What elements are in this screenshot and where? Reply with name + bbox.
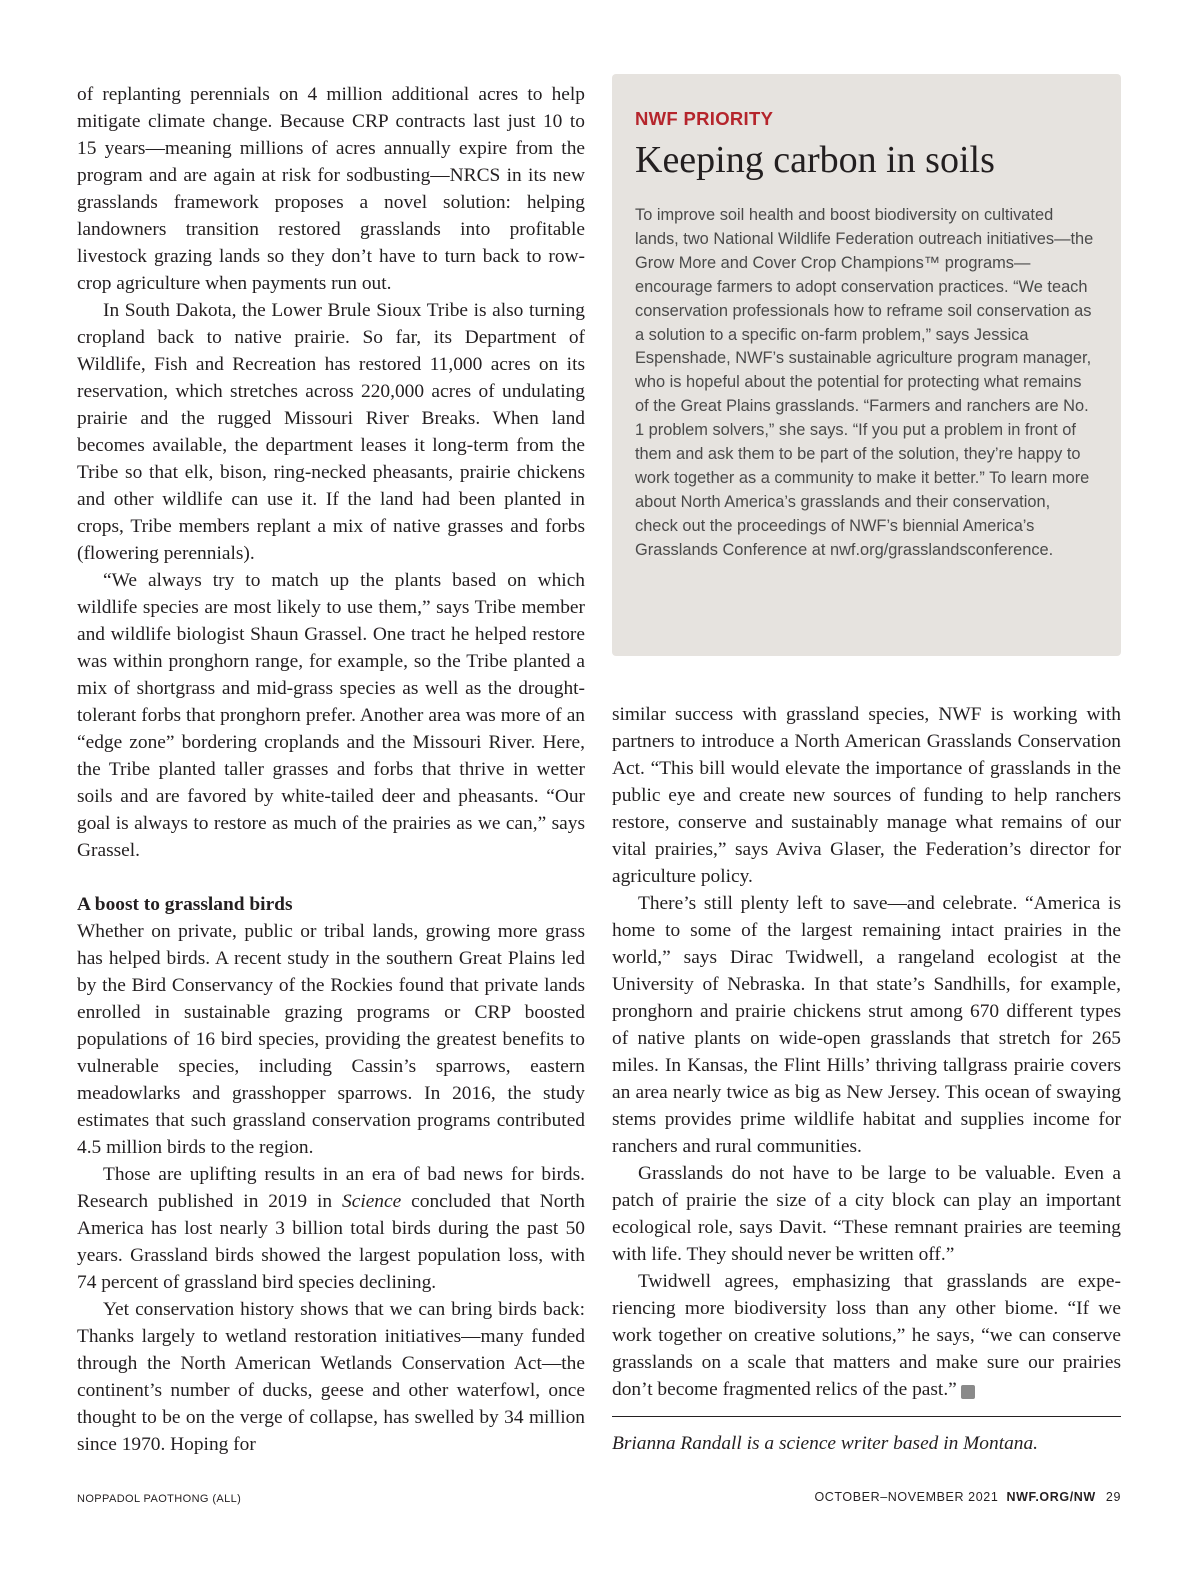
- body-paragraph: similar success with grassland species, NWF is working with partners to introduce a North American Grasslands Conservation Act. “This bill would elevate the importance of grasslands in the public eye and create new sources of funding to help ranchers restore, conserve and sustainably manage what remains of our vital prairies,” says Aviva Glaser, the Federation’s director for agriculture policy.: [612, 704, 1121, 887]
- article-right-column: [612, 701, 1121, 1403]
- end-mark-icon: W: [961, 1385, 975, 1399]
- body-paragraph: Whether on private, public or tribal lands, growing more grass has helped birds. A recent study in the southern Great Plains led by the Bird Conservancy of the Rockies found that private lands enrolled in sustainable grazing programs or CRP boosted populations of 16 bird species, providing the greatest benefits to vulnerable species, including Cassin’s sparrows, eastern meadowlarks and grasshopper sparrows. In 2016, the study estimates that such grassland conservation programs contributed 4.5 million birds to the region.: [77, 921, 585, 1158]
- article-left-column: [77, 81, 585, 1458]
- page-footer: [814, 1490, 1121, 1504]
- author-byline: Brianna Randall is a science writer based in Montana.: [612, 1433, 1039, 1454]
- issue-date: OCTOBER–NOVEMBER 2021: [814, 1490, 999, 1504]
- website-link[interactable]: NWF.ORG/NW: [1006, 1490, 1096, 1504]
- journal-name: Science: [342, 1191, 402, 1212]
- section-subhead: A boost to grassland birds: [77, 894, 293, 915]
- body-paragraph: Yet conservation history shows that we can bring birds back: Thanks largely to wetland restoration initiatives—many funded through the North American Wetlands Conservation Act—the continent’s number of ducks, geese and other waterfowl, once thought to be on the verge of collapse, has swelled by 34 million since 1970. Hoping for: [77, 1299, 585, 1455]
- body-paragraph: Those are uplifting results in an era of bad news for birds. Research published in 2019 in Science concluded that North America has lost nearly 3 billion total birds during the past 50 years. Grassland birds showed the largest population loss, with 74 percent of grassland bird species declining.: [77, 1164, 585, 1293]
- page-number: 29: [1105, 1490, 1121, 1504]
- photo-credit: NOPPADOL PAOTHONG (ALL): [77, 1493, 242, 1505]
- sidebar-body: To improve soil health and boost biodiversity on cultivated lands, two National Wildlife Federation outreach initiatives—the Grow More and Cover Crop Champions™ programs—encourage farmers to adopt conservation practices. “We teach conservation professionals how to reframe soil conservation as a solution to a specific on-farm problem,” says Jessica Espenshade, NWF’s sustainable agriculture program manager, who is hopeful about the potential for protecting what remains of the Great Plains grasslands. “Farmers and ranchers are No. 1 problem solvers,” she says. “If you put a problem in front of them and ask them to be part of the solution, they’re happy to work together as a community to make it better.” To learn more about North America’s grasslands and their conservation, check out the proceedings of NWF’s biennial America’s Grasslands Conference at nwf.org/grasslandsconference.: [635, 206, 1094, 559]
- sidebar-kicker: NWF PRIORITY: [635, 108, 774, 129]
- sidebar-title: Keeping carbon in soils: [635, 139, 995, 181]
- body-paragraph: Grasslands do not have to be large to be valuable. Even a patch of prairie the size of a city block can play an important ecological role, says Davit. “These remnant prairies are teeming with life. They should never be written off.”: [612, 1163, 1121, 1265]
- body-paragraph: In South Dakota, the Lower Brule Sioux Tribe is also turning cropland back to native prairie. So far, its Department of Wildlife, Fish and Recreation has restored 11,000 acres on its reservation, which stretches across 220,000 acres of undulating prairie and the rugged Missouri River Breaks. When land becomes available, the department leases it long-term from the Tribe so that elk, bison, ring-necked pheasants, prairie chickens and other wildlife can use it. If the land had been planted in crops, Tribe members replant a mix of native grasses and forbs (flowering perennials).: [77, 300, 585, 564]
- body-paragraph: Twidwell agrees, emphasizing that grasslands are experiencing more biodiversity loss than any other biome. “If we work together on creative solutions,” he says, “we can conserve grasslands on a scale that matters and make sure our prairies don’t become fragmented relics of the past.” W: [612, 1271, 1121, 1400]
- byline-divider: [612, 1416, 1121, 1417]
- body-paragraph: of replanting perennials on 4 million additional acres to help mitigate climate change. Because CRP contracts last just 10 to 15 years—meaning millions of acres annually expire from the program and are again at risk for sodbusting—NRCS in its new grasslands framework proposes a novel solution: helping landowners transition restored grasslands into profitable livestock grazing lands so they don’t have to turn back to row-crop agriculture when payments run out.: [77, 84, 585, 294]
- body-paragraph: There’s still plenty left to save—and celebrate. “America is home to some of the largest remaining intact prairies in the world,” says Dirac Twidwell, a rangeland ecologist at the University of Nebraska. In that state’s Sandhills, for example, pronghorn and prairie chickens strut among 670 different types of native plants on wide-open grasslands that stretch for 265 miles. In Kansas, the Flint Hills’ thriving tallgrass prairie covers an area nearly twice as big as New Jersey. This ocean of swaying stems provides prime wildlife habitat and supplies income for ranchers and rural communities.: [612, 893, 1121, 1157]
- body-paragraph: “We always try to match up the plants based on which wildlife species are most likely to use them,” says Tribe member and wildlife biologist Shaun Grassel. One tract he helped restore was within pronghorn range, for example, so the Tribe planted a mix of shortgrass and mid-grass species as well as the drought-tolerant forbs that pronghorn prefer. Another area was more of an “edge zone” bordering croplands and the Missouri River. Here, the Tribe planted taller grasses and forbs that thrive in wetter soils and are favored by white-tailed deer and pheasants. “Our goal is always to restore as much of the prairies as we can,” says Grassel.: [77, 570, 585, 861]
- sidebar-box: [612, 74, 1121, 656]
